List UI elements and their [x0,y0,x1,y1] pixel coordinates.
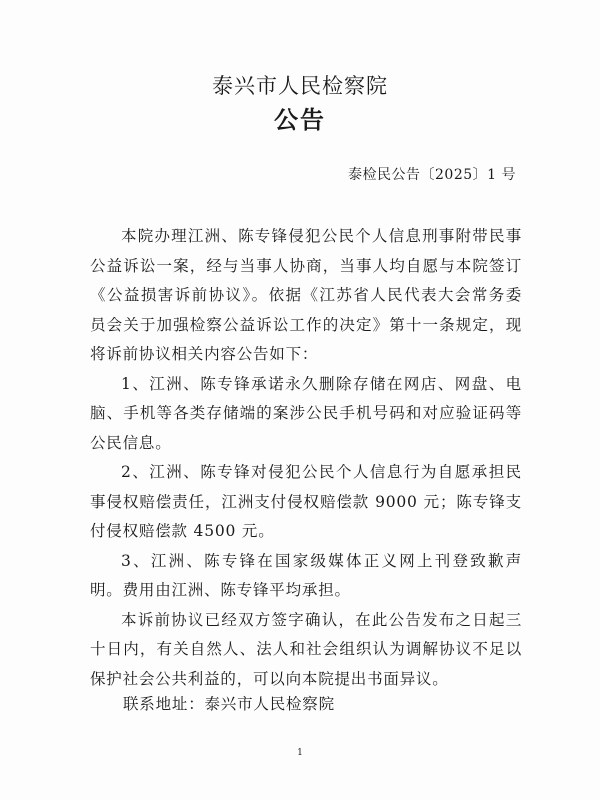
agreement-item-1: 1、江洲、陈专锋承诺永久删除存储在网店、网盘、电脑、手机等各类存储端的案涉公民手机号码和对应验证码等公民信息。 [90,374,522,452]
intro-paragraph: 本院办理江洲、陈专锋侵犯公民个人信息刑事附带民事公益诉讼一案，经与当事人协商，当事人均自愿与本院签订《公益损害诉前协议》。依据《江苏省人民代表大会常务委员会关于加强检察公益诉讼工作的决定》第十一条规定，现将诉前协议相关内容公告如下： [90,227,522,363]
contact-address: 联系地址：泰兴市人民检察院 [123,695,335,713]
objection-paragraph: 本诉前协议已经双方签字确认，在此公告发布之日起三十日内，有关自然人、法人和社会组织认为调解协议不足以保护社会公共利益的，可以向本院提出书面异议。 [90,610,522,688]
document-type-heading: 公告 [274,106,326,134]
page-number: 1 [297,748,303,758]
issuing-organization-title: 泰兴市人民检察院 [212,74,388,98]
document-number: 泰检民公告〔2025〕1 号 [348,167,516,183]
announcement-body [90,222,522,694]
agreement-item-2: 2、江洲、陈专锋对侵犯公民个人信息行为自愿承担民事侵权赔偿责任，江洲支付侵权赔偿款 9000 元；陈专锋支付侵权赔偿款 4500 元。 [90,463,522,540]
agreement-item-3: 3、江洲、陈专锋在国家级媒体正义网上刊登致歉声明。费用由江洲、陈专锋平均承担。 [90,551,522,599]
